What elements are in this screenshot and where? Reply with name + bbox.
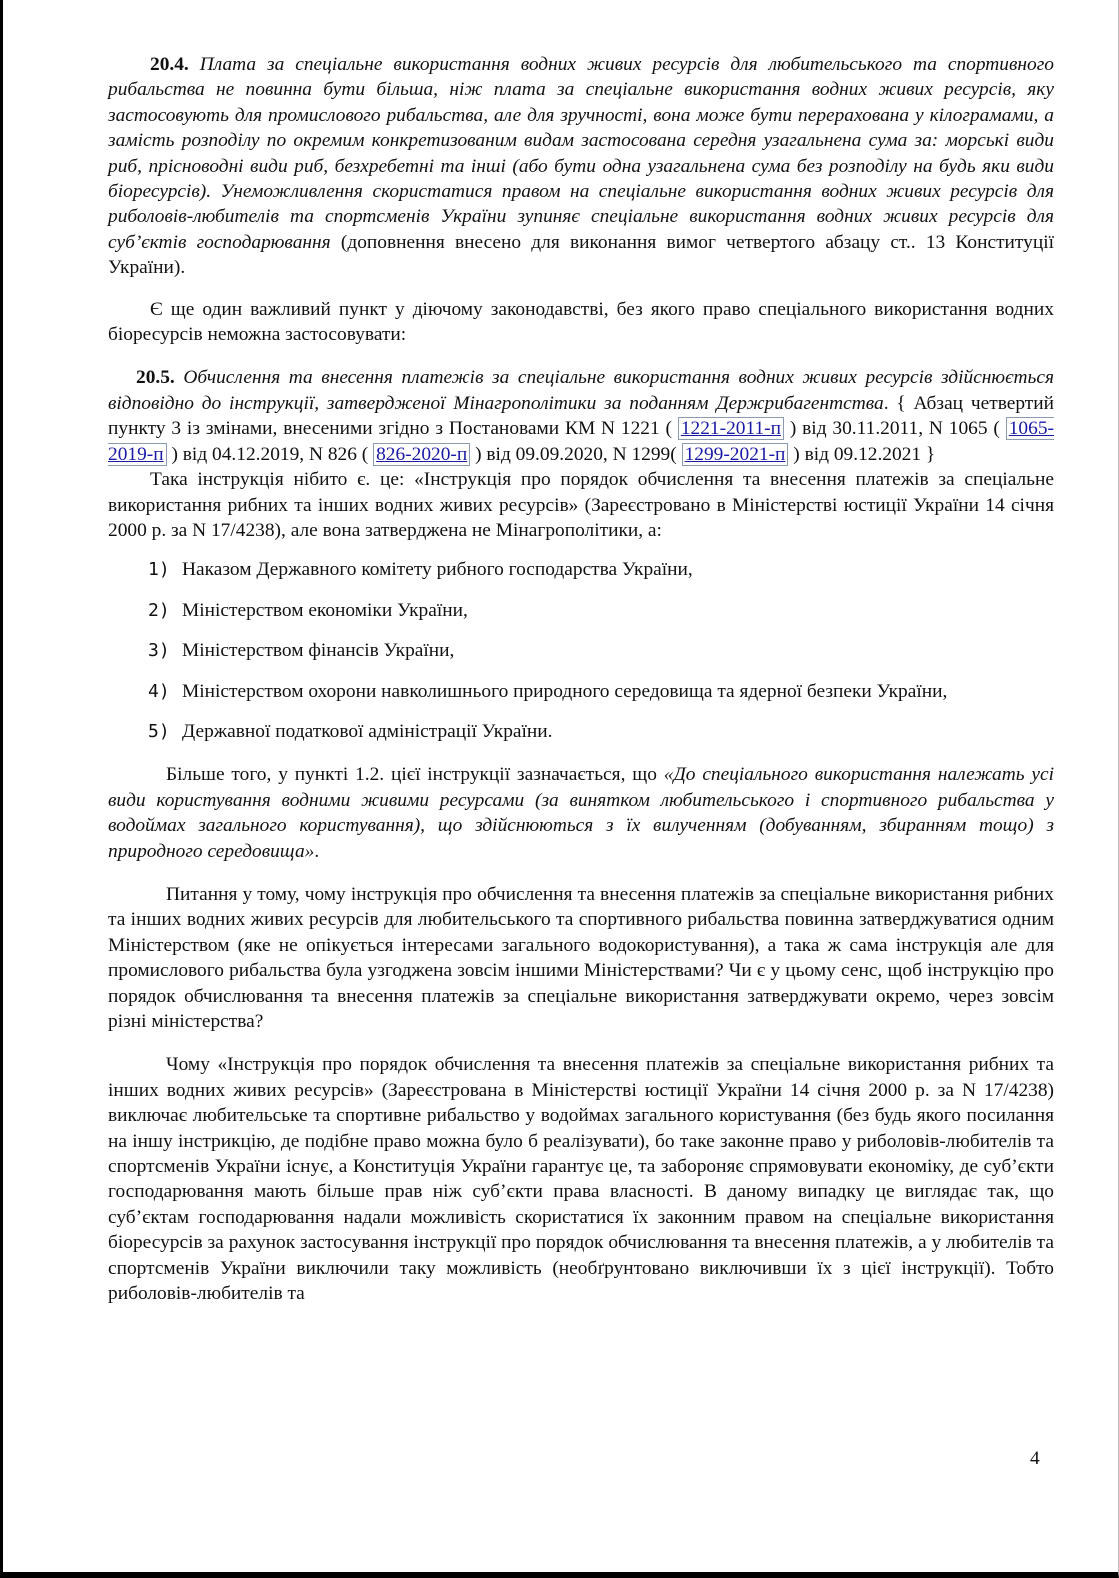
link-1221-2011[interactable]: 1221-2011-п xyxy=(678,417,784,440)
list-item xyxy=(108,638,1054,663)
link-1065-2019[interactable]: 1065-2019-п xyxy=(108,418,1054,465)
list-number: 4) xyxy=(148,680,170,702)
amendment-text-4: ) від 09.09.2020, N 1299( xyxy=(470,443,682,465)
amendment-text-2: ) від 30.11.2011, N 1065 ( xyxy=(783,418,1006,440)
paragraph-clause-1-2 xyxy=(108,762,1054,864)
clause-label-20-5: 20.5. xyxy=(136,367,175,389)
amendment-text-1: . { Абзац четвертий пункту 3 із змінами, внесеними згідно з Постановами КМ N 1221 ( xyxy=(108,392,1055,440)
list-item-text: Наказом Державного комітету рибного господарства України, xyxy=(182,559,693,581)
document-page xyxy=(108,52,1054,1306)
paragraph-20-4 xyxy=(108,52,1054,281)
list-item xyxy=(108,719,1054,744)
clause-20-4-italic-text: Плата за спеціальне використання водних живих ресурсів для любительського та спортивного рибальства не повинна бути більша, ніж плата за спеціальне використання водних живих ресурсів, яку застосовують для промислового рибальства, але для зручності, вона може бути перерахована у кілограмами, а замість розподілу по окремим конкретизованим видам застосована середня узагальнена сума за: морські види риб, прісноводні види риб, безхребетні та інші (або бути одна узагальнена сума без розподілу на будь яки види біоресурсів). Унеможливлення скористатися правом на спеціальне використання водних живих ресурсів для риболовів-любителів та спортсменів України зупиняє спеціальне використання водних живих ресурсів для суб’єктів господарювання xyxy=(108,54,1054,253)
clause-label-20-4: 20.4. xyxy=(150,54,189,75)
clause-1-2-intro: Більше того, у пункті 1.2. цієї інструкції зазначається, що xyxy=(166,764,664,786)
list-number: 1) xyxy=(148,559,170,581)
clause-20-4-note: (доповнення внесено для виконання вимог четвертого абзацу ст.. 13 Конституції України). xyxy=(108,231,1054,279)
page-number: 4 xyxy=(1030,1448,1040,1469)
ministries-list xyxy=(108,557,1054,744)
paragraph-question: Питання у тому, чому інструкція про обчислення та внесення платежів за спеціальне використання рибних та інших водних живих ресурсів для любительського та спортивного рибальства повинна затверджуватися одним Міністерством (яке не опікується інтересами загального водокористування), а така ж сама інструкція але для промислового рибальства була узгоджена зовсім іншими Міністерствами? Чи є у цьому сенс, щоб інструкцію про порядок обчислювання та внесення платежів за спеціальне використання затверджувати окремо, через зовсім різні міністерства? xyxy=(108,883,1054,1032)
list-item-text: Міністерством економіки України, xyxy=(182,599,468,621)
clause-20-5-italic-text: Обчислення та внесення платежів за спеціальне використання водних живих ресурсів здійснюється відповідно до інструкції, затвердженої Мінагрополітики за поданням Держрибагентства xyxy=(108,367,1054,414)
list-item xyxy=(108,598,1054,623)
paragraph-instruction: Така інструкція нібито є. це: «Інструкція про порядок обчислення та внесення платежів за спеціальне використання рибних та інших водних живих ресурсів» (Зареєстровано в Міністерстві юстиції України 14 січня 2000 р. за N 17/4238), але вона затверджена не Мінагрополітики, а: xyxy=(108,469,1054,541)
list-number: 2) xyxy=(148,599,170,621)
link-1299-2021[interactable]: 1299-2021-п xyxy=(682,443,789,466)
list-item xyxy=(108,557,1054,582)
list-item-text: Міністерством охорони навколишнього природного середовища та ядерної безпеки України, xyxy=(182,680,948,702)
clause-1-2-quote: «До спеціального використання належать усі види користування водними живими ресурсами (за винятком любительського і спортивного рибальства у водоймах загального користування), що здійснюються з їх вилученням (добуванням, збиранням тощо) з природного середовища» xyxy=(108,764,1054,862)
paragraph-why: Чому «Інструкція про порядок обчислення та внесення платежів за спеціальне використання рибних та інших водних живих ресурсів» (Зареєстрована в Міністерстві юстиції України 14 січня 2000 р. за N 17/4238) виключає любительське та спортивне рибальство у водоймах загального користування (без будь якого посилання на іншу інстрикцію, де подібне право можна було б реалізувати), бо таке законне право у риболовів-любителів та спортсменів України існує, а Конституція України гарантує це, та забороняє спрямовувати економіку, де суб’єкти господарювання мають більше прав ніж суб’єкти права власності. В даному випадку це виглядає так, що суб’єктам господарювання надали можливість скористатися їх законним правом на спеціальне використання біоресурсів за рахунок застосування інструкції про порядок обчислювання та внесення платежів, а у любителів та спортсменів України виключили таку можливість (необґрунтовано виключивши їх з цієї інструкції). Тобто риболовів-любителів та xyxy=(108,1054,1054,1305)
clause-1-2-end: . xyxy=(314,840,320,862)
list-item-text: Державної податкової адміністрації України. xyxy=(182,720,553,742)
paragraph-20-5 xyxy=(108,365,1054,467)
list-number: 3) xyxy=(148,640,170,662)
amendment-text-5: ) від 09.12.2021 } xyxy=(788,443,936,465)
list-item xyxy=(108,679,1054,704)
paragraph-intro-important-point: Є ще один важливий пункт у діючому законодавстві, без якого право спеціального використання водних біоресурсів неможна застосовувати: xyxy=(108,298,1054,346)
list-item-text: Міністерством фінансів України, xyxy=(182,640,455,662)
amendment-text-3: ) від 04.12.2019, N 826 ( xyxy=(166,443,374,465)
link-826-2020[interactable]: 826-2020-п xyxy=(373,443,470,466)
list-number: 5) xyxy=(148,720,170,742)
